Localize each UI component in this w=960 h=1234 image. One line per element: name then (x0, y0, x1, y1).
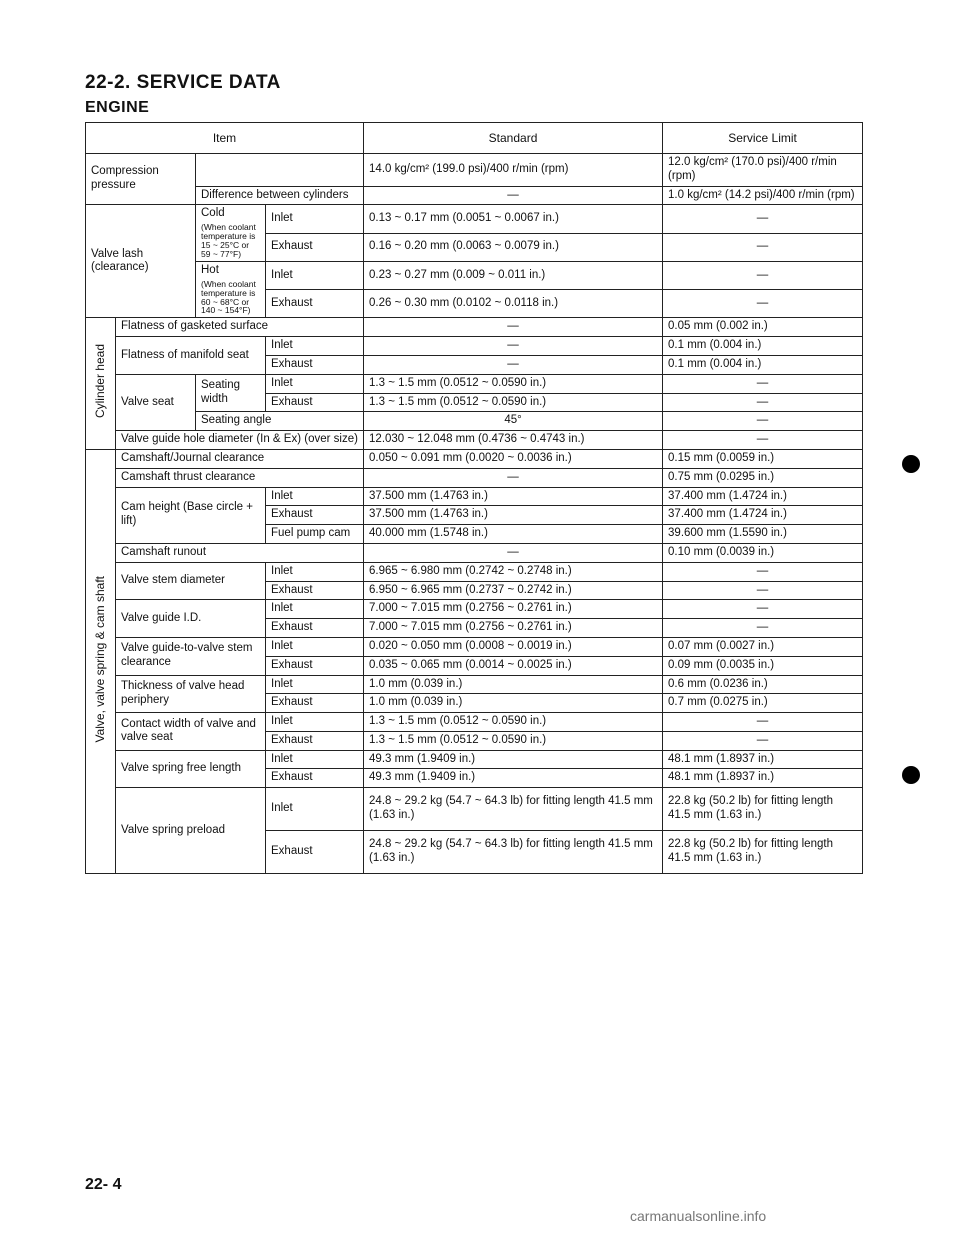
runout-limit: 0.10 mm (0.0039 in.) (663, 543, 863, 562)
table-row (86, 468, 863, 487)
seating-angle-standard: 45° (364, 412, 663, 431)
gsc-inlet-limit: 0.07 mm (0.0027 in.) (663, 637, 863, 656)
table-row (86, 788, 863, 831)
gsc-exhaust-limit: 0.09 mm (0.0035 in.) (663, 656, 863, 675)
guide-hole-label: Valve guide hole diameter (In & Ex) (over size) (116, 431, 364, 450)
compression-diff-limit: 1.0 kg/cm² (14.2 psi)/400 r/min (rpm) (663, 186, 863, 205)
cold-inlet-limit: — (663, 205, 863, 233)
table-row (86, 154, 863, 187)
valve-lash-cold (196, 205, 266, 261)
contact-inlet-limit: — (663, 713, 863, 732)
valve-lash-hot (196, 261, 266, 317)
compression-diff-label: Difference between cylinders (196, 186, 364, 205)
cold-exhaust-limit: — (663, 233, 863, 261)
valve-seat-label: Valve seat (116, 374, 196, 430)
contact-exhaust-limit: — (663, 731, 863, 750)
cam-inlet-standard: 37.500 mm (1.4763 in.) (364, 487, 663, 506)
table-row (86, 713, 863, 732)
hot-inlet-standard: 0.23 ~ 0.27 mm (0.009 ~ 0.011 in.) (364, 261, 663, 289)
thrust-label: Camshaft thrust clearance (116, 468, 364, 487)
guide-exhaust-limit: — (663, 619, 863, 638)
table-row (86, 261, 863, 289)
seat-exhaust-standard: 1.3 ~ 1.5 mm (0.0512 ~ 0.0590 in.) (364, 393, 663, 412)
stem-inlet-label: Inlet (266, 562, 364, 581)
hot-exhaust-standard: 0.26 ~ 0.30 mm (0.0102 ~ 0.0118 in.) (364, 290, 663, 318)
seat-inlet-label: Inlet (266, 374, 364, 393)
preload-exhaust-standard: 24.8 ~ 29.2 kg (54.7 ~ 64.3 lb) for fitting length 41.5 mm (1.63 in.) (364, 831, 663, 874)
empty-cell (196, 154, 364, 187)
free-exhaust-label: Exhaust (266, 769, 364, 788)
service-data-table (85, 122, 863, 874)
table-row (86, 186, 863, 205)
cam-fuel-pump-limit: 39.600 mm (1.5590 in.) (663, 525, 863, 544)
cold-inlet-standard: 0.13 ~ 0.17 mm (0.0051 ~ 0.0067 in.) (364, 205, 663, 233)
seating-angle-limit: — (663, 412, 863, 431)
cam-exhaust-label: Exhaust (266, 506, 364, 525)
seat-exhaust-label: Exhaust (266, 393, 364, 412)
manifold-exhaust-standard: — (364, 355, 663, 374)
seat-exhaust-limit: — (663, 393, 863, 412)
stem-exhaust-standard: 6.950 ~ 6.965 mm (0.2737 ~ 0.2742 in.) (364, 581, 663, 600)
table-row (86, 318, 863, 337)
page-number: 22- 4 (85, 1176, 122, 1193)
table-row (86, 487, 863, 506)
header-service-limit: Service Limit (663, 123, 863, 154)
cold-label: Cold (201, 207, 225, 220)
preload-label: Valve spring preload (116, 788, 266, 874)
page-subheading: ENGINE (85, 99, 150, 116)
table-header-row (86, 123, 863, 154)
free-exhaust-limit: 48.1 mm (1.8937 in.) (663, 769, 863, 788)
table-row (86, 337, 863, 356)
thick-exhaust-standard: 1.0 mm (0.039 in.) (364, 694, 663, 713)
hot-note: (When coolant temperature is 60 ~ 68°C or 140 ~ 154°F) (201, 278, 256, 316)
guide-inlet-standard: 7.000 ~ 7.015 mm (0.2756 ~ 0.2761 in.) (364, 600, 663, 619)
free-exhaust-standard: 49.3 mm (1.9409 in.) (364, 769, 663, 788)
hot-inlet-limit: — (663, 261, 863, 289)
preload-inlet-label: Inlet (266, 788, 364, 831)
table-row (86, 412, 863, 431)
contact-inlet-standard: 1.3 ~ 1.5 mm (0.0512 ~ 0.0590 in.) (364, 713, 663, 732)
hot-label: Hot (201, 263, 219, 276)
cam-exhaust-limit: 37.400 mm (1.4724 in.) (663, 506, 863, 525)
compression-limit: 12.0 kg/cm² (170.0 psi)/400 r/min (rpm) (663, 154, 863, 187)
valve-train-group (86, 449, 116, 873)
hot-inlet-label: Inlet (266, 261, 364, 289)
compression-diff-standard: — (364, 186, 663, 205)
flat-gasket-label: Flatness of gasketed surface (116, 318, 364, 337)
cylinder-head-group (86, 318, 116, 450)
watermark: carmanualsonline.info (630, 1208, 767, 1224)
cam-inlet-limit: 37.400 mm (1.4724 in.) (663, 487, 863, 506)
stem-diameter-label: Valve stem diameter (116, 562, 266, 600)
hot-exhaust-label: Exhaust (266, 290, 364, 318)
contact-exhaust-label: Exhaust (266, 731, 364, 750)
table-row (86, 562, 863, 581)
guide-exhaust-standard: 7.000 ~ 7.015 mm (0.2756 ~ 0.2761 in.) (364, 619, 663, 638)
guide-hole-standard: 12.030 ~ 12.048 mm (0.4736 ~ 0.4743 in.) (364, 431, 663, 450)
cam-height-label: Cam height (Base circle + lift) (116, 487, 266, 543)
hot-exhaust-limit: — (663, 290, 863, 318)
contact-inlet-label: Inlet (266, 713, 364, 732)
stem-inlet-standard: 6.965 ~ 6.980 mm (0.2742 ~ 0.2748 in.) (364, 562, 663, 581)
guide-stem-clearance-label: Valve guide-to-valve stem clearance (116, 637, 266, 675)
table-row (86, 543, 863, 562)
guide-inlet-limit: — (663, 600, 863, 619)
gsc-exhaust-standard: 0.035 ~ 0.065 mm (0.0014 ~ 0.0025 in.) (364, 656, 663, 675)
free-length-label: Valve spring free length (116, 750, 266, 788)
cam-fuel-pump-standard: 40.000 mm (1.5748 in.) (364, 525, 663, 544)
gsc-exhaust-label: Exhaust (266, 656, 364, 675)
thick-exhaust-limit: 0.7 mm (0.0275 in.) (663, 694, 863, 713)
seat-inlet-standard: 1.3 ~ 1.5 mm (0.0512 ~ 0.0590 in.) (364, 374, 663, 393)
cold-inlet-label: Inlet (266, 205, 364, 233)
runout-standard: — (364, 543, 663, 562)
gsc-inlet-standard: 0.020 ~ 0.050 mm (0.0008 ~ 0.0019 in.) (364, 637, 663, 656)
table-row (86, 600, 863, 619)
flat-manifold-label: Flatness of manifold seat (116, 337, 266, 375)
contact-exhaust-standard: 1.3 ~ 1.5 mm (0.0512 ~ 0.0590 in.) (364, 731, 663, 750)
page-heading: 22-2. SERVICE DATA (85, 72, 281, 93)
journal-label: Camshaft/Journal clearance (116, 449, 364, 468)
guide-inlet-label: Inlet (266, 600, 364, 619)
table-row (86, 205, 863, 233)
free-inlet-limit: 48.1 mm (1.8937 in.) (663, 750, 863, 769)
table-row (86, 637, 863, 656)
thick-exhaust-label: Exhaust (266, 694, 364, 713)
journal-standard: 0.050 ~ 0.091 mm (0.0020 ~ 0.0036 in.) (364, 449, 663, 468)
seating-width-label: Seating width (196, 374, 266, 412)
binder-hole-dot (902, 455, 920, 473)
runout-label: Camshaft runout (116, 543, 364, 562)
cylinder-head-group-label: Cylinder head (93, 344, 108, 419)
cam-inlet-label: Inlet (266, 487, 364, 506)
header-standard: Standard (364, 123, 663, 154)
manifold-exhaust-limit: 0.1 mm (0.004 in.) (663, 355, 863, 374)
free-inlet-label: Inlet (266, 750, 364, 769)
manifold-inlet-limit: 0.1 mm (0.004 in.) (663, 337, 863, 356)
flat-gasket-limit: 0.05 mm (0.002 in.) (663, 318, 863, 337)
table-row (86, 449, 863, 468)
manifold-inlet-label: Inlet (266, 337, 364, 356)
thrust-limit: 0.75 mm (0.0295 in.) (663, 468, 863, 487)
manifold-exhaust-label: Exhaust (266, 355, 364, 374)
table-row (86, 431, 863, 450)
header-item: Item (86, 123, 364, 154)
cold-exhaust-standard: 0.16 ~ 0.20 mm (0.0063 ~ 0.0079 in.) (364, 233, 663, 261)
cam-exhaust-standard: 37.500 mm (1.4763 in.) (364, 506, 663, 525)
thick-inlet-label: Inlet (266, 675, 364, 694)
free-inlet-standard: 49.3 mm (1.9409 in.) (364, 750, 663, 769)
thick-inlet-limit: 0.6 mm (0.0236 in.) (663, 675, 863, 694)
stem-exhaust-limit: — (663, 581, 863, 600)
thrust-standard: — (364, 468, 663, 487)
cold-note: (When coolant temperature is 15 ~ 25°C or 59 ~ 77°F) (201, 222, 256, 259)
manifold-inlet-standard: — (364, 337, 663, 356)
journal-limit: 0.15 mm (0.0059 in.) (663, 449, 863, 468)
table-row (86, 750, 863, 769)
preload-exhaust-limit: 22.8 kg (50.2 lb) for fitting length 41.5 mm (1.63 in.) (663, 831, 863, 874)
binder-hole-dot (902, 766, 920, 784)
cold-exhaust-label: Exhaust (266, 233, 364, 261)
fuel-pump-cam-label: Fuel pump cam (266, 525, 364, 544)
seat-inlet-limit: — (663, 374, 863, 393)
thickness-label: Thickness of valve head periphery (116, 675, 266, 713)
preload-inlet-limit: 22.8 kg (50.2 lb) for fitting length 41.5 mm (1.63 in.) (663, 788, 863, 831)
table-row (86, 374, 863, 393)
valve-lash-label: Valve lash (clearance) (86, 205, 196, 318)
stem-inlet-limit: — (663, 562, 863, 581)
guide-id-label: Valve guide I.D. (116, 600, 266, 638)
flat-gasket-standard: — (364, 318, 663, 337)
gsc-inlet-label: Inlet (266, 637, 364, 656)
table-row (86, 675, 863, 694)
stem-exhaust-label: Exhaust (266, 581, 364, 600)
preload-exhaust-label: Exhaust (266, 831, 364, 874)
guide-hole-limit: — (663, 431, 863, 450)
guide-exhaust-label: Exhaust (266, 619, 364, 638)
seating-angle-label: Seating angle (196, 412, 364, 431)
contact-width-label: Contact width of valve and valve seat (116, 713, 266, 751)
preload-inlet-standard: 24.8 ~ 29.2 kg (54.7 ~ 64.3 lb) for fitting length 41.5 mm (1.63 in.) (364, 788, 663, 831)
compression-label: Compression pressure (86, 154, 196, 205)
valve-train-group-label: Valve, valve spring & cam shaft (93, 575, 108, 743)
thick-inlet-standard: 1.0 mm (0.039 in.) (364, 675, 663, 694)
compression-standard: 14.0 kg/cm² (199.0 psi)/400 r/min (rpm) (364, 154, 663, 187)
